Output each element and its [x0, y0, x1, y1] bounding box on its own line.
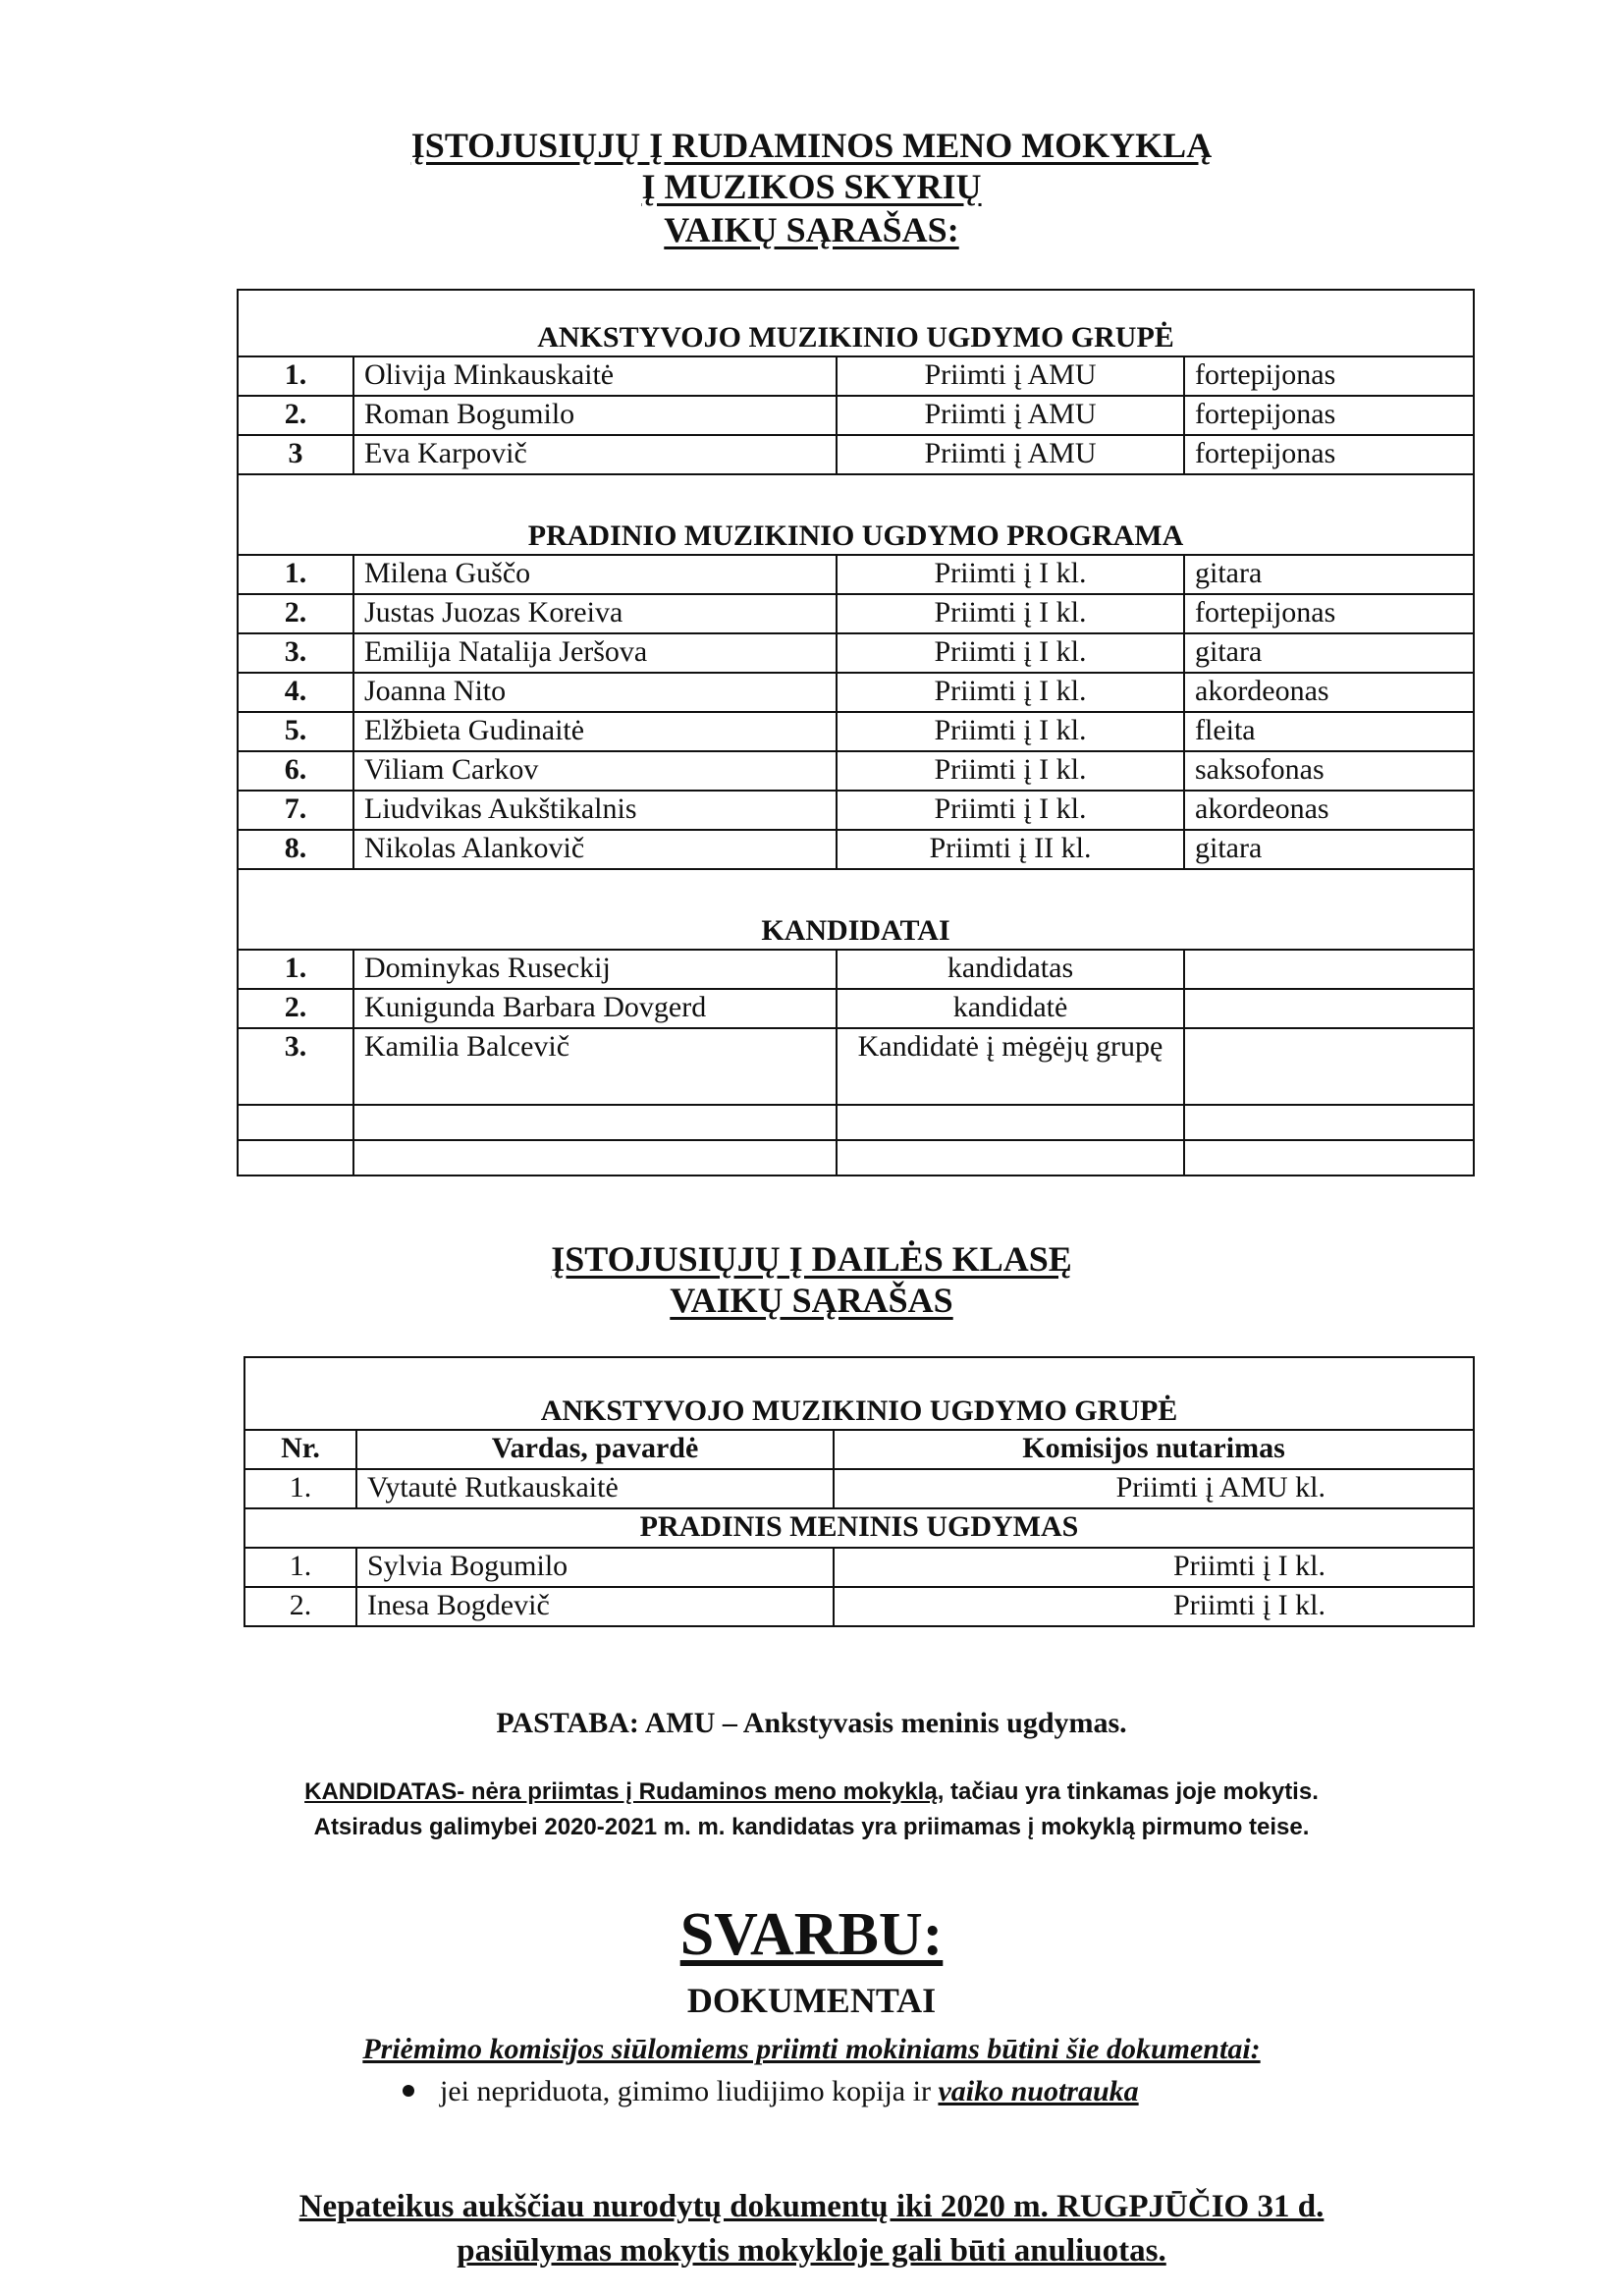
- art-header-row: [244, 1430, 1474, 1469]
- final-warning-line2: pasiūlymas mokytis mokykloje gali būti anuliuotas.: [457, 2233, 1166, 2269]
- cell-instrument: akordeonas: [1184, 791, 1474, 830]
- cell-name: Emilija Natalija Jeršova: [353, 633, 837, 673]
- section-amu-row: [238, 290, 1474, 356]
- cell-name: Dominykas Ruseckij: [353, 950, 837, 989]
- section-amu: ANKSTYVOJO MUZIKINIO UGDYMO GRUPĖ: [238, 290, 1474, 356]
- table-row: [238, 594, 1474, 633]
- cell-name: Olivija Minkauskaitė: [353, 356, 837, 396]
- cell-name: Viliam Carkov: [353, 751, 837, 791]
- cell-nr: 1.: [238, 356, 353, 396]
- heading-art-line1: ĮSTOJUSIŲJŲ Į DAILĖS KLASĘ: [551, 1239, 1072, 1279]
- priemimo-line: Priėmimo komisijos siūlomiems priimti mokiniams būtini šie dokumentai:: [362, 2033, 1261, 2065]
- heading-art-line2: VAIKŲ SĄRAŠAS: [670, 1281, 953, 1320]
- cell-decision: Priimti į I kl.: [837, 712, 1184, 751]
- header-decision: Komisijos nutarimas: [834, 1430, 1474, 1469]
- table-row: [238, 633, 1474, 673]
- cell-decision: Kandidatė į mėgėjų grupę: [837, 1028, 1184, 1105]
- section-pmu: PRADINIO MUZIKINIO UGDYMO PROGRAMA: [238, 474, 1474, 555]
- empty-row: [238, 1140, 1474, 1175]
- cell-nr: 7.: [238, 791, 353, 830]
- cell-nr: 2.: [238, 989, 353, 1028]
- cell-instrument: [1184, 989, 1474, 1028]
- cell-nr: 3.: [238, 1028, 353, 1105]
- cell-instrument: fleita: [1184, 712, 1474, 751]
- cell-name: Kunigunda Barbara Dovgerd: [353, 989, 837, 1028]
- cell-nr: 2.: [244, 1587, 356, 1626]
- art-section-pmu: PRADINIS MENINIS UGDYMAS: [244, 1508, 1474, 1548]
- document-bullet-item: [403, 2075, 1139, 2108]
- table-row: [238, 830, 1474, 869]
- cell-decision: Priimti į I kl.: [837, 633, 1184, 673]
- art-section-pmu-row: [244, 1508, 1474, 1548]
- cell-name: Sylvia Bogumilo: [356, 1548, 834, 1587]
- cell-instrument: [1184, 950, 1474, 989]
- cell-nr: 3: [238, 435, 353, 474]
- cell-name: Inesa Bogdevič: [356, 1587, 834, 1626]
- table-row: [238, 751, 1474, 791]
- cell-decision: Priimti į II kl.: [837, 830, 1184, 869]
- cell-decision: Priimti į I kl.: [834, 1587, 1474, 1626]
- section-kandidatai: KANDIDATAI: [238, 869, 1474, 950]
- table-row: [244, 1587, 1474, 1626]
- table-row: [238, 712, 1474, 751]
- cell-nr: 2.: [238, 396, 353, 435]
- cell-name: Eva Karpovič: [353, 435, 837, 474]
- kandidatas-note-line2: Atsiradus galimybei 2020-2021 m. m. kandidatas yra priimamas į mokyklą pirmumo teise.: [313, 1814, 1310, 1840]
- cell-decision: kandidatė: [837, 989, 1184, 1028]
- table-row: [238, 356, 1474, 396]
- cell-nr: 1.: [244, 1469, 356, 1508]
- table-row: [238, 1028, 1474, 1105]
- cell-decision: Priimti į I kl.: [837, 673, 1184, 712]
- cell-name: Justas Juozas Koreiva: [353, 594, 837, 633]
- heading-music-line3: VAIKŲ SĄRAŠAS:: [664, 210, 959, 249]
- table-row: [238, 791, 1474, 830]
- cell-decision: Priimti į I kl.: [837, 555, 1184, 594]
- cell-nr: 6.: [238, 751, 353, 791]
- cell-nr: 1.: [244, 1548, 356, 1587]
- cell-name: Liudvikas Aukštikalnis: [353, 791, 837, 830]
- cell-nr: 2.: [238, 594, 353, 633]
- cell-instrument: saksofonas: [1184, 751, 1474, 791]
- cell-name: Nikolas Alankovič: [353, 830, 837, 869]
- header-nr: Nr.: [244, 1430, 356, 1469]
- bullet-emphasis: vaiko nuotrauka: [938, 2075, 1139, 2107]
- cell-instrument: gitara: [1184, 555, 1474, 594]
- section-kandidatai-row: [238, 869, 1474, 950]
- bullet-text: jei nepriduota, gimimo liudijimo kopija ir: [440, 2075, 939, 2107]
- cell-decision: Priimti į I kl.: [837, 594, 1184, 633]
- cell-nr: 4.: [238, 673, 353, 712]
- cell-nr: 1.: [238, 950, 353, 989]
- art-section-amu-row: [244, 1357, 1474, 1430]
- svarbu-heading: SVARBU:: [679, 1901, 944, 1968]
- cell-decision: kandidatas: [837, 950, 1184, 989]
- cell-decision: Priimti į I kl.: [834, 1548, 1474, 1587]
- table-row: [238, 989, 1474, 1028]
- cell-instrument: fortepijonas: [1184, 356, 1474, 396]
- cell-nr: 8.: [238, 830, 353, 869]
- cell-name: Vytautė Rutkauskaitė: [356, 1469, 834, 1508]
- table-row: [238, 673, 1474, 712]
- header-name: Vardas, pavardė: [356, 1430, 834, 1469]
- cell-name: Elžbieta Gudinaitė: [353, 712, 837, 751]
- cell-instrument: fortepijonas: [1184, 435, 1474, 474]
- heading-music-line2: Į MUZIKOS SKYRIŲ: [641, 167, 982, 206]
- cell-decision: Priimti į AMU: [837, 396, 1184, 435]
- cell-instrument: gitara: [1184, 830, 1474, 869]
- art-section-amu: ANKSTYVOJO MUZIKINIO UGDYMO GRUPĖ: [244, 1357, 1474, 1430]
- cell-nr: 5.: [238, 712, 353, 751]
- cell-instrument: akordeonas: [1184, 673, 1474, 712]
- table-row: [244, 1469, 1474, 1508]
- cell-nr: 1.: [238, 555, 353, 594]
- cell-instrument: [1184, 1028, 1474, 1105]
- cell-name: Joanna Nito: [353, 673, 837, 712]
- cell-name: Kamilia Balcevič: [353, 1028, 837, 1105]
- cell-decision: Priimti į I kl.: [837, 751, 1184, 791]
- dokumentai-heading: DOKUMENTAI: [686, 1981, 937, 2020]
- pastaba-note: PASTABA: AMU – Ankstyvasis meninis ugdymas.: [496, 1707, 1127, 1739]
- table-row: [238, 396, 1474, 435]
- table-row: [244, 1548, 1474, 1587]
- cell-name: Milena Guščo: [353, 555, 837, 594]
- table-row: [238, 435, 1474, 474]
- cell-decision: Priimti į AMU: [837, 435, 1184, 474]
- bullet-icon: [403, 2085, 414, 2097]
- table-row: [238, 555, 1474, 594]
- cell-decision: Priimti į AMU kl.: [834, 1469, 1474, 1508]
- table-row: [238, 950, 1474, 989]
- music-admission-table: [237, 289, 1475, 1176]
- cell-decision: Priimti į I kl.: [837, 791, 1184, 830]
- cell-instrument: gitara: [1184, 633, 1474, 673]
- cell-name: Roman Bogumilo: [353, 396, 837, 435]
- art-admission-table: [243, 1356, 1475, 1627]
- heading-music-line1: ĮSTOJUSIŲJŲ Į RUDAMINOS MENO MOKYKLĄ: [410, 126, 1213, 165]
- cell-decision: Priimti į AMU: [837, 356, 1184, 396]
- kandidatas-note: [0, 1776, 1623, 1809]
- cell-nr: 3.: [238, 633, 353, 673]
- cell-instrument: fortepijonas: [1184, 594, 1474, 633]
- kandidatas-note-underlined: KANDIDATAS- nėra priimtas į Rudaminos meno mokyklą,: [304, 1778, 945, 1805]
- kandidatas-note-rest: tačiau yra tinkamas joje mokytis.: [944, 1778, 1319, 1805]
- empty-row: [238, 1105, 1474, 1140]
- section-pmu-row: [238, 474, 1474, 555]
- cell-instrument: fortepijonas: [1184, 396, 1474, 435]
- final-warning-line1: Nepateikus aukščiau nurodytų dokumentų iki 2020 m. RUGPJŪČIO 31 d.: [298, 2189, 1325, 2224]
